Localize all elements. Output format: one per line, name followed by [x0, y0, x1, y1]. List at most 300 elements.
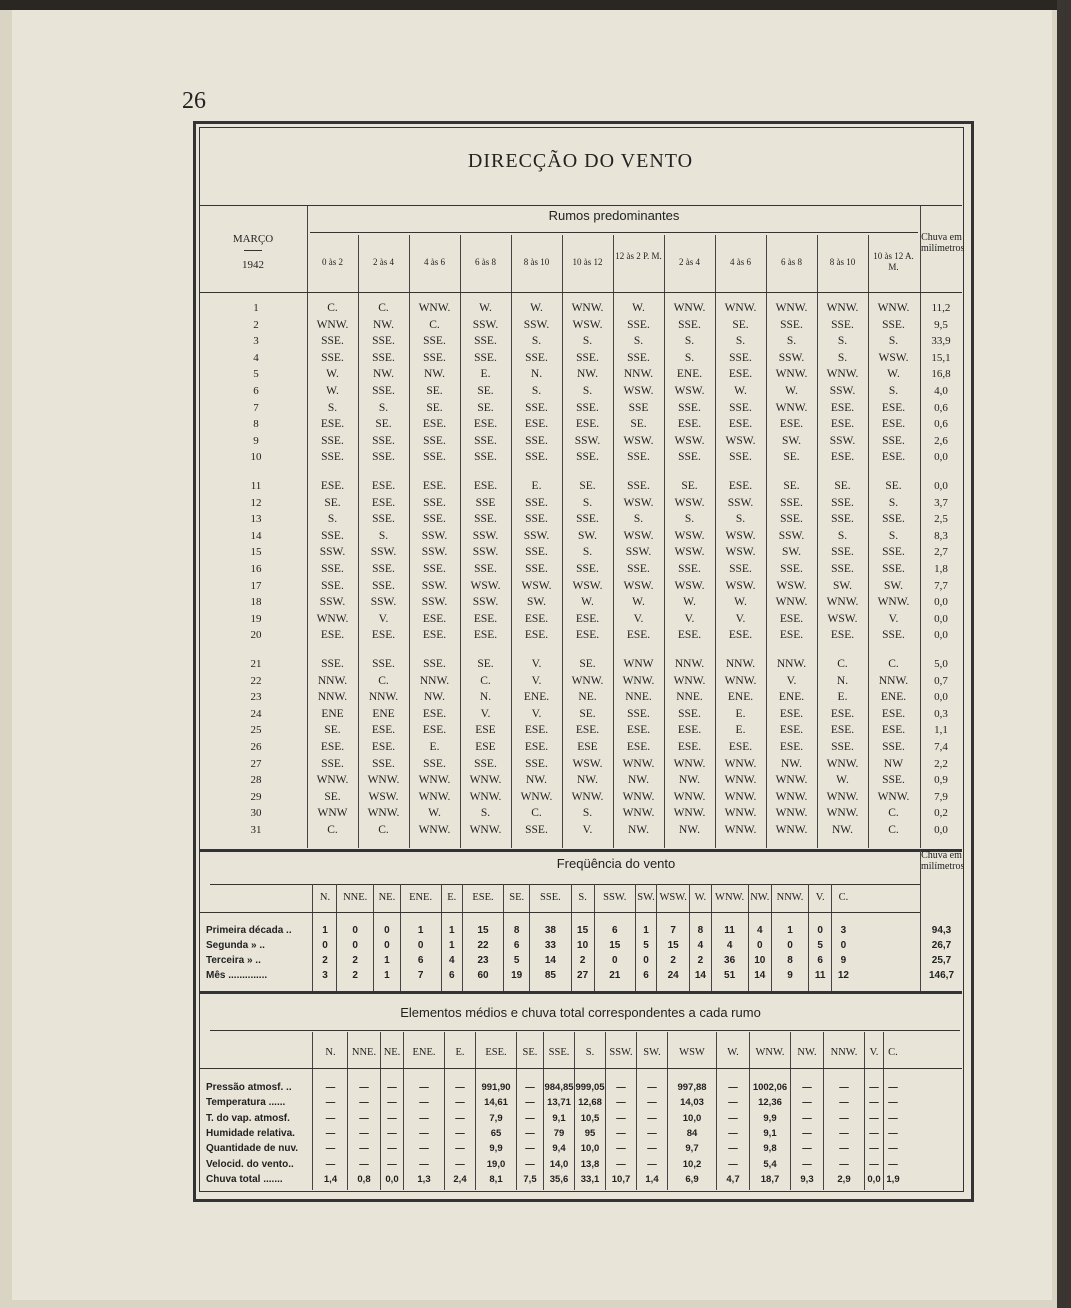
freq-value: 60	[477, 970, 489, 981]
wind-direction-cell: SE.	[579, 658, 596, 670]
wind-direction-cell: SSE.	[729, 563, 752, 575]
wind-direction-cell: SSE.	[321, 335, 344, 348]
wind-direction-cell: SSE.	[372, 451, 395, 464]
wind-direction-cell: S.	[582, 335, 593, 348]
elem-value: —	[525, 1158, 535, 1170]
wind-direction-cell: S.	[582, 496, 593, 509]
elem-value: —	[325, 1112, 336, 1124]
freq-value: 4	[697, 940, 704, 951]
freq-value: 1	[449, 940, 455, 951]
wind-direction-cell: WNW.	[775, 790, 808, 803]
elem-column-header: WNW.	[755, 1047, 785, 1058]
daily-rain: 0,7	[934, 674, 948, 687]
wind-direction-cell: WNW.	[826, 790, 859, 803]
wind-direction-cell: WNW.	[571, 790, 604, 803]
wind-direction-cell: WSW.	[623, 385, 654, 397]
wind-direction-cell: ESE.	[524, 418, 549, 431]
wind-direction-cell: SSE.	[372, 757, 395, 770]
freq-column-header: W.	[694, 892, 707, 903]
freq-value: 27	[577, 970, 589, 981]
elem-value: 5,4	[763, 1158, 777, 1170]
elem-row-label: T. do vap. atmosf.	[206, 1112, 290, 1124]
wind-direction-cell: S.	[327, 513, 338, 526]
wind-direction-cell: ESE.	[677, 418, 702, 431]
elem-value: —	[888, 1158, 898, 1170]
wind-direction-cell: ESE.	[677, 724, 702, 737]
freq-value: 33	[544, 940, 556, 951]
wind-direction-cell: NNE.	[625, 691, 652, 704]
wind-direction-cell: SSW.	[472, 318, 499, 331]
freq-value: 1	[322, 925, 328, 936]
elem-column-header: NW.	[797, 1047, 817, 1058]
wind-direction-cell: SE.	[477, 401, 494, 414]
wind-direction-cell: ESE.	[881, 707, 906, 720]
freq-value: 1	[643, 925, 649, 936]
daily-rain: 1,1	[934, 724, 948, 737]
wind-direction-cell: SE.	[885, 480, 902, 492]
elem-row-label: Quantidade de nuv.	[206, 1143, 299, 1155]
wind-direction-cell: C.	[837, 658, 848, 670]
wind-direction-cell: SSE.	[423, 513, 446, 526]
elem-value: 1,3	[417, 1173, 431, 1185]
wind-direction-cell: SSE.	[321, 757, 344, 770]
wind-direction-cell: ESE.	[830, 707, 855, 720]
wind-direction-cell: ESE.	[779, 707, 804, 720]
elem-value: 95	[584, 1127, 596, 1139]
wind-direction-cell: NW.	[832, 824, 853, 836]
wind-direction-cell: WSW.	[725, 529, 756, 542]
wind-direction-cell: SSE.	[474, 451, 497, 464]
elem-value: —	[888, 1143, 898, 1155]
freq-value: 21	[609, 970, 621, 981]
time-header: 0 às 2	[322, 257, 343, 267]
wind-direction-cell: ESE.	[881, 451, 906, 464]
day-number: 9	[253, 434, 259, 447]
wind-direction-cell: ESE.	[371, 480, 396, 492]
wind-direction-cell: WSW.	[674, 579, 705, 592]
wind-direction-cell: SE.	[579, 707, 596, 720]
elem-value: —	[839, 1127, 849, 1139]
wind-direction-cell: WNW.	[622, 757, 655, 770]
freq-value: 2	[352, 955, 358, 966]
title-divider	[199, 205, 962, 206]
wind-direction-cell: WSW.	[674, 529, 705, 542]
rumos-underline	[310, 232, 918, 233]
wind-direction-cell: S.	[531, 385, 542, 397]
day-number: 13	[250, 513, 262, 526]
wind-direction-cell: SSE.	[525, 451, 548, 464]
wind-direction-cell: NW.	[577, 774, 598, 787]
freq-value: 7	[417, 970, 424, 981]
wind-direction-cell: S.	[888, 335, 899, 348]
wind-direction-cell: WSW.	[827, 612, 858, 625]
elem-value: —	[647, 1143, 657, 1155]
freq-value: 5	[643, 940, 649, 951]
wind-direction-cell: NNW.	[419, 674, 450, 687]
freq-top-rule	[199, 849, 962, 852]
elem-value: —	[525, 1082, 535, 1093]
day-number: 15	[250, 546, 262, 559]
wind-direction-cell: WNW.	[316, 774, 349, 787]
wind-direction-cell: ESE.	[779, 629, 804, 642]
elem-value: —	[419, 1082, 429, 1093]
wind-direction-cell: SSE.	[576, 563, 599, 575]
freq-value: 23	[477, 955, 489, 966]
day-number: 19	[250, 612, 262, 625]
wind-direction-cell: W.	[836, 774, 849, 787]
elem-value: 9,3	[800, 1173, 814, 1185]
wind-direction-cell: ESE.	[779, 418, 804, 431]
wind-direction-cell: SSE.	[882, 741, 905, 753]
wind-direction-cell: S.	[531, 335, 542, 348]
daily-rain: 2,7	[934, 546, 948, 559]
elem-value: 9,9	[763, 1112, 777, 1124]
wind-direction-cell: SSE.	[627, 451, 650, 464]
wind-direction-cell: ESE.	[422, 707, 447, 720]
wind-direction-cell: ESE.	[830, 629, 855, 642]
wind-direction-cell: SSE.	[525, 351, 548, 364]
wind-direction-cell: SSE.	[321, 658, 344, 670]
freq-value: 8	[513, 925, 520, 936]
elem-column-header: WSW	[679, 1047, 705, 1058]
wind-direction-cell: NW.	[526, 774, 547, 787]
day-number: 21	[250, 658, 262, 670]
wind-direction-cell: WSW.	[674, 434, 705, 447]
elem-value: —	[647, 1112, 657, 1124]
wind-direction-cell: NW	[883, 757, 904, 770]
day-number: 28	[250, 774, 262, 787]
freq-column-header: SSE.	[540, 892, 561, 903]
wind-direction-cell: SE.	[834, 480, 851, 492]
wind-direction-cell: ESE	[577, 741, 598, 753]
freq-column-header: E.	[447, 892, 457, 903]
wind-direction-cell: SSW.	[778, 351, 805, 364]
time-header: 12 às 2 P. M.	[615, 251, 662, 261]
elem-value: —	[325, 1082, 336, 1093]
wind-direction-cell: NNW.	[725, 658, 756, 670]
wind-direction-cell: WNW	[317, 807, 348, 820]
elem-value: —	[802, 1082, 812, 1093]
elem-column-header: S.	[585, 1047, 595, 1058]
wind-direction-cell: WNW.	[316, 318, 349, 331]
elem-value: —	[888, 1127, 898, 1139]
freq-value: 2	[697, 955, 704, 966]
elem-column-header: N.	[325, 1047, 336, 1058]
wind-direction-cell: SSE.	[780, 496, 803, 509]
wind-direction-cell: ESE.	[524, 629, 549, 642]
wind-direction-cell: ESE.	[830, 724, 855, 737]
wind-direction-cell: SSE.	[474, 563, 497, 575]
elem-value: 7,9	[489, 1112, 503, 1124]
elem-value: 0,0	[867, 1173, 881, 1185]
elem-underline	[210, 1030, 960, 1031]
freq-value: 0	[417, 940, 424, 951]
daily-rain: 7,7	[934, 579, 948, 592]
wind-direction-cell: SSW.	[472, 546, 499, 559]
wind-direction-cell: S.	[837, 335, 848, 348]
freq-column-header: N.	[319, 892, 331, 903]
wind-direction-cell: V.	[888, 612, 899, 625]
wind-direction-cell: ENE.	[523, 691, 550, 704]
wind-direction-cell: E.	[429, 741, 440, 753]
wind-direction-cell: SSE.	[423, 335, 446, 348]
elem-column-header: C.	[888, 1047, 898, 1058]
elem-value: 2,9	[837, 1173, 851, 1185]
elem-value: 0,8	[357, 1173, 371, 1185]
wind-direction-cell: ESE.	[422, 418, 447, 431]
wind-direction-cell: SSE.	[474, 351, 497, 364]
wind-direction-cell: SSE.	[831, 318, 854, 331]
wind-direction-cell: SSE.	[474, 513, 497, 526]
wind-direction-cell: WNW	[623, 658, 654, 670]
freq-value: 1	[417, 925, 424, 936]
elem-row-label: Pressão atmosf. ..	[206, 1082, 292, 1093]
wind-direction-cell: SSE.	[831, 741, 854, 753]
wind-direction-cell: SSE.	[831, 513, 854, 526]
wind-direction-cell: SE.	[783, 451, 800, 464]
wind-direction-cell: SSE.	[882, 629, 905, 642]
wind-direction-cell: ESE.	[728, 741, 753, 753]
elem-value: —	[728, 1143, 738, 1155]
wind-direction-cell: SSE.	[627, 351, 650, 364]
freq-value: 2	[670, 955, 676, 966]
header-bottom-rule	[199, 292, 962, 293]
wind-direction-cell: SSE.	[423, 434, 446, 447]
wind-direction-cell: WSW.	[674, 496, 705, 509]
wind-direction-cell: SSE.	[831, 496, 854, 509]
elem-value: —	[616, 1097, 626, 1109]
wind-direction-cell: SSW.	[370, 596, 397, 609]
wind-direction-cell: SSE	[475, 496, 496, 509]
wind-direction-cell: WNW.	[418, 790, 451, 803]
elem-value: 84	[686, 1127, 698, 1139]
wind-direction-cell: ESE.	[575, 629, 600, 642]
freq-value: 11	[724, 925, 735, 936]
elem-value: 14,61	[484, 1097, 508, 1109]
wind-direction-cell: ESE.	[371, 724, 396, 737]
elem-row-label: Humidade relativa.	[206, 1127, 295, 1139]
wind-direction-cell: SSE.	[372, 335, 395, 348]
wind-direction-cell: W.	[581, 596, 594, 609]
wind-direction-cell: ESE.	[677, 629, 702, 642]
elem-value: —	[359, 1082, 369, 1093]
wind-direction-cell: S.	[633, 513, 644, 526]
wind-direction-cell: V.	[378, 612, 389, 625]
freq-value: 10	[754, 955, 766, 966]
elem-value: —	[839, 1097, 849, 1109]
elem-value: —	[888, 1082, 898, 1093]
wind-direction-cell: SW.	[883, 579, 904, 592]
wind-direction-cell: NNW.	[623, 368, 654, 381]
wind-direction-cell: W.	[326, 385, 339, 397]
wind-direction-cell: W.	[785, 385, 798, 397]
daily-rain: 0,0	[934, 824, 948, 836]
freq-column-header: NW.	[750, 892, 770, 903]
wind-direction-cell: SSW.	[421, 529, 448, 542]
freq-label-rule	[312, 884, 313, 991]
wind-direction-cell: SW.	[781, 546, 802, 559]
freq-value: 0	[787, 940, 793, 951]
daily-rain: 0,6	[934, 418, 948, 431]
wind-direction-cell: WNW.	[673, 674, 706, 687]
wind-direction-cell: SSE.	[321, 563, 344, 575]
wind-direction-cell: S.	[888, 385, 899, 397]
wind-direction-cell: WNW.	[724, 774, 757, 787]
wind-direction-cell: SE.	[477, 385, 494, 397]
elem-value: 1,9	[886, 1173, 900, 1185]
elem-value: —	[647, 1097, 657, 1109]
wind-direction-cell: SE.	[324, 724, 341, 737]
wind-direction-cell: NW.	[628, 824, 649, 836]
elem-value: —	[387, 1127, 397, 1139]
wind-direction-cell: SSE.	[882, 318, 905, 331]
day-number: 25	[250, 724, 262, 737]
wind-direction-cell: SSW.	[370, 546, 397, 559]
wind-direction-cell: C.	[888, 807, 899, 820]
elem-value: 9,7	[685, 1143, 699, 1155]
elem-row-label: Velocid. do vento..	[206, 1158, 294, 1170]
wind-direction-cell: SSE.	[321, 451, 344, 464]
wind-direction-cell: WNW.	[469, 774, 502, 787]
elem-value: 12,68	[578, 1097, 602, 1109]
day-number: 4	[253, 351, 259, 364]
wind-direction-cell: WNW.	[724, 790, 757, 803]
freq-value: 8	[697, 925, 704, 936]
time-header: 8 às 10	[523, 257, 550, 267]
wind-direction-cell: C.	[480, 674, 491, 687]
elem-value: 33,1	[580, 1173, 600, 1185]
elem-value: —	[419, 1097, 429, 1109]
wind-direction-cell: ENE.	[880, 691, 907, 704]
elem-value: —	[387, 1143, 397, 1155]
wind-direction-cell: SSE.	[321, 351, 344, 364]
wind-direction-cell: V.	[531, 674, 542, 687]
year-label: 1942	[242, 259, 264, 271]
wind-direction-cell: WNW.	[775, 824, 808, 836]
wind-direction-cell: SSW.	[472, 529, 499, 542]
wind-direction-cell: SSE.	[678, 563, 701, 575]
wind-direction-cell: ESE.	[524, 612, 549, 625]
wind-direction-cell: S.	[735, 513, 746, 526]
wind-direction-cell: SSE.	[780, 563, 803, 575]
wind-direction-cell: NW.	[628, 774, 649, 787]
wind-direction-cell: ESE.	[320, 629, 345, 642]
daily-rain: 2,2	[934, 757, 948, 770]
wind-direction-cell: SSE.	[678, 707, 701, 720]
wind-direction-cell: WSW.	[470, 579, 501, 592]
wind-direction-cell: WNW.	[877, 790, 910, 803]
elem-value: —	[888, 1097, 898, 1109]
wind-direction-cell: SSE.	[372, 513, 395, 526]
daily-rain: 4,0	[934, 385, 948, 397]
freq-value: 11	[814, 970, 826, 981]
daily-rain: 16,8	[931, 368, 951, 381]
elem-value: —	[728, 1158, 738, 1170]
time-header: 2 às 4	[373, 257, 394, 267]
wind-direction-cell: E.	[735, 707, 746, 720]
freq-value: 51	[724, 970, 736, 981]
wind-direction-cell: SSE.	[729, 351, 752, 364]
wind-direction-cell: W.	[326, 368, 339, 381]
elem-value: 12,36	[758, 1097, 782, 1109]
wind-direction-cell: NW.	[424, 368, 445, 381]
freq-value: 0	[612, 955, 618, 966]
wind-direction-cell: ESE.	[626, 629, 651, 642]
page-title: DIRECÇÃO DO VENTO	[467, 150, 694, 172]
elem-column-header: SSE.	[548, 1047, 570, 1058]
wind-direction-cell: C.	[531, 807, 542, 820]
day-number: 2	[253, 318, 259, 331]
wind-direction-cell: SSE.	[831, 546, 854, 559]
elem-value: —	[616, 1082, 626, 1093]
daily-rain: 5,0	[934, 658, 948, 670]
freq-value: 3	[322, 970, 328, 981]
wind-direction-cell: SE.	[375, 418, 392, 431]
freq-rain-value: 94,3	[931, 925, 952, 936]
freq-column-header: SE.	[509, 892, 525, 903]
day-number: 17	[250, 579, 262, 592]
freq-value: 6	[612, 925, 618, 936]
wind-direction-cell: SSE.	[525, 757, 548, 770]
wind-direction-cell: NW.	[373, 318, 394, 331]
wind-direction-cell: V.	[786, 674, 797, 687]
wind-direction-cell: WSW.	[623, 434, 654, 447]
wind-direction-cell: SSE.	[423, 658, 446, 670]
wind-direction-cell: WSW.	[368, 790, 399, 803]
elem-value: —	[359, 1127, 369, 1139]
wind-direction-cell: S.	[378, 529, 389, 542]
wind-direction-cell: SSE.	[729, 451, 752, 464]
freq-column-header: ENE.	[409, 892, 433, 903]
freq-value: 2	[352, 970, 358, 981]
elem-column-header: NE.	[383, 1047, 401, 1058]
wind-direction-cell: S.	[327, 401, 338, 414]
elem-value: 10,5	[580, 1112, 600, 1124]
wind-direction-cell: SE.	[732, 318, 749, 331]
wind-direction-cell: SSW.	[523, 318, 550, 331]
elem-value: —	[869, 1158, 879, 1170]
wind-direction-cell: C.	[888, 658, 899, 670]
elem-column-header: NNE.	[351, 1047, 377, 1058]
elem-value: —	[839, 1112, 849, 1124]
daily-rain: 2,6	[934, 434, 948, 447]
wind-direction-cell: SSE.	[423, 451, 446, 464]
wind-direction-cell: ESE.	[728, 418, 753, 431]
wind-direction-cell: V.	[735, 612, 746, 625]
time-header: 4 às 6	[730, 257, 751, 267]
elem-value: —	[455, 1127, 465, 1139]
wind-direction-cell: V.	[480, 707, 491, 720]
elem-value: —	[525, 1143, 535, 1155]
elem-column-header: V.	[869, 1047, 879, 1058]
elem-value: —	[839, 1082, 849, 1093]
freq-value: 4	[449, 955, 455, 966]
wind-direction-cell: SE.	[477, 658, 494, 670]
wind-direction-cell: ENE	[321, 707, 344, 720]
wind-direction-cell: WSW.	[623, 529, 654, 542]
wind-direction-cell: SSW.	[778, 529, 805, 542]
wind-direction-cell: E.	[735, 724, 746, 737]
elem-value: —	[359, 1112, 369, 1124]
wind-direction-cell: SSE.	[780, 318, 803, 331]
freq-value: 38	[544, 925, 556, 936]
day-number: 10	[250, 451, 262, 464]
daily-rain: 3,7	[934, 496, 948, 509]
freq-value: 1	[787, 925, 793, 936]
wind-direction-cell: WNW.	[775, 807, 808, 820]
wind-direction-cell: SSE.	[882, 546, 905, 559]
wind-direction-cell: WNW.	[571, 674, 604, 687]
